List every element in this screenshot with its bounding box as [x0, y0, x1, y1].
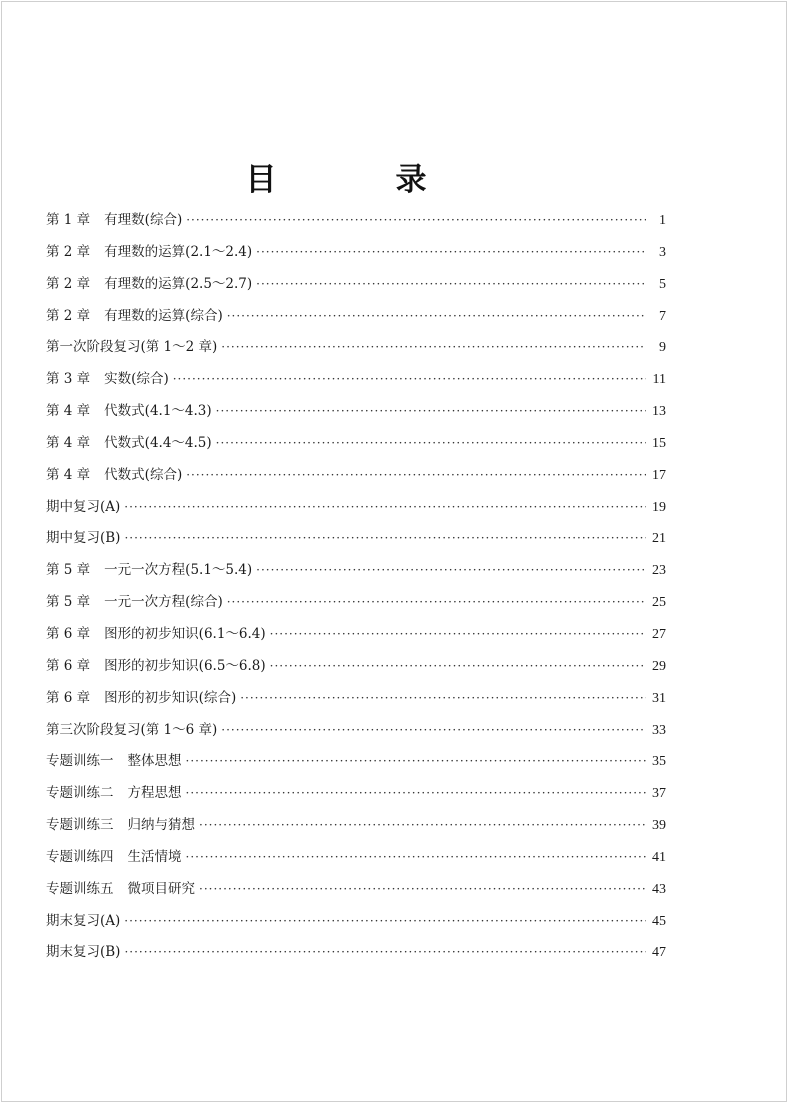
toc-entry-title: 期中复习(B): [46, 530, 121, 547]
toc-entry-label: [46, 686, 236, 706]
toc-entry-label: [46, 431, 212, 451]
toc-entry-title: 代数式(综合): [104, 466, 183, 483]
toc-dot-leader: [173, 372, 646, 386]
toc-dot-leader: [124, 531, 646, 545]
toc-entry-page-number: 7: [659, 308, 666, 324]
toc-entry-title: 归纳与猜想: [127, 817, 195, 834]
toc-entry-title: 有理数的运算(2.1～2.4): [104, 243, 253, 260]
toc-entry-chapter: 第 5 章: [46, 594, 91, 611]
toc-entry-page-number: 19: [652, 499, 666, 515]
toc-entry-title: 有理数的运算(2.5～2.7): [104, 275, 253, 292]
toc-entry-chapter: 专题训练一: [46, 753, 114, 770]
toc-entry-page-number: 13: [652, 404, 666, 420]
toc-entry[interactable]: [46, 749, 666, 781]
toc-entry[interactable]: [46, 845, 666, 877]
toc-entry-page-number: 21: [652, 531, 666, 547]
toc-entry-label: [46, 526, 120, 546]
toc-dot-leader: [186, 850, 647, 864]
toc-entry[interactable]: [46, 495, 666, 527]
toc-entry-label: [46, 272, 252, 292]
toc-dot-leader: [270, 659, 646, 673]
toc-dot-leader: [186, 754, 647, 768]
toc-entry-page-number: 47: [652, 945, 666, 961]
toc-entry-page-number: 37: [652, 786, 666, 802]
toc-entry-page-number: 41: [652, 849, 666, 865]
table-of-contents: [46, 208, 666, 972]
toc-entry-label: [46, 909, 120, 929]
toc-dot-leader: [256, 563, 646, 577]
toc-entry-title: 图形的初步知识(6.1～6.4): [104, 625, 266, 642]
toc-dot-leader: [216, 404, 646, 418]
toc-entry-label: [46, 399, 212, 419]
toc-entry-chapter: 第 6 章: [46, 625, 91, 642]
toc-entry-page-number: 35: [652, 754, 666, 770]
toc-entry-title: 图形的初步知识(6.5～6.8): [104, 657, 266, 674]
page-title: 目 录: [245, 161, 471, 198]
toc-entry[interactable]: [46, 654, 666, 686]
toc-entry-title: 代数式(4.1～4.3): [104, 403, 212, 420]
toc-entry-chapter: 第 2 章: [46, 243, 91, 260]
toc-entry-chapter: 第 2 章: [46, 275, 91, 292]
toc-entry-label: [46, 940, 120, 960]
toc-entry-title: 有理数的运算(综合): [104, 307, 223, 324]
toc-dot-leader: [270, 627, 646, 641]
toc-entry-label: [46, 463, 182, 483]
toc-entry-title: 有理数(综合): [104, 212, 183, 228]
toc-entry[interactable]: [46, 335, 666, 367]
toc-dot-leader: [256, 245, 646, 259]
toc-entry[interactable]: [46, 208, 666, 240]
toc-entry-chapter: 第 6 章: [46, 689, 91, 706]
toc-entry-title: 实数(综合): [104, 371, 169, 388]
toc-entry-chapter: 第 2 章: [46, 307, 91, 324]
toc-entry[interactable]: [46, 399, 666, 431]
toc-entry[interactable]: [46, 718, 666, 750]
toc-dot-leader: [186, 786, 647, 800]
toc-entry[interactable]: [46, 431, 666, 463]
toc-entry-chapter: 专题训练五: [46, 880, 114, 897]
toc-entry-chapter: 专题训练二: [46, 785, 114, 802]
toc-entry-page-number: 9: [659, 340, 666, 356]
toc-entry-title: 期中复习(A): [46, 498, 121, 515]
toc-entry-label: [46, 304, 223, 324]
toc-entry-page-number: 23: [652, 563, 666, 579]
toc-entry[interactable]: [46, 558, 666, 590]
toc-entry-label: [46, 240, 252, 260]
toc-dot-leader: [240, 691, 646, 705]
toc-entry-title: 一元一次方程(5.1～5.4): [104, 562, 253, 579]
toc-entry-label: [46, 622, 266, 642]
toc-dot-leader: [124, 500, 646, 514]
toc-entry-page-number: 45: [652, 913, 666, 929]
toc-entry-label: [46, 495, 120, 515]
toc-entry-page-number: 11: [652, 372, 666, 388]
toc-entry-chapter: 第 1 章: [46, 212, 91, 228]
toc-entry-title: 一元一次方程(综合): [104, 594, 223, 611]
toc-entry-title: 第一次阶段复习(第 1～2 章): [46, 339, 218, 356]
toc-entry[interactable]: [46, 272, 666, 304]
toc-entry-label: [46, 845, 182, 865]
toc-entry[interactable]: [46, 877, 666, 909]
toc-entry-label: [46, 558, 252, 578]
toc-entry-label: [46, 654, 266, 674]
toc-entry-title: 微项目研究: [127, 880, 195, 897]
toc-entry-chapter: 第 5 章: [46, 562, 91, 579]
toc-dot-leader: [256, 277, 646, 291]
toc-entry-page-number: 25: [652, 595, 666, 611]
toc-entry-page-number: 17: [652, 467, 666, 483]
toc-dot-leader: [186, 468, 646, 482]
toc-entry-label: [46, 590, 223, 610]
toc-entry-page-number: 43: [652, 881, 666, 897]
toc-entry[interactable]: [46, 367, 666, 399]
toc-entry-title: 期末复习(B): [46, 944, 121, 961]
toc-entry[interactable]: [46, 686, 666, 718]
toc-dot-leader: [221, 340, 646, 354]
toc-entry-label: [46, 877, 195, 897]
toc-entry-page-number: 31: [652, 690, 666, 706]
toc-entry[interactable]: [46, 240, 666, 272]
toc-entry-chapter: 专题训练四: [46, 848, 114, 865]
toc-dot-leader: [124, 945, 646, 959]
toc-entry-label: [46, 813, 195, 833]
toc-entry[interactable]: [46, 781, 666, 813]
toc-entry[interactable]: [46, 590, 666, 622]
toc-dot-leader: [216, 436, 646, 450]
toc-dot-leader: [186, 213, 646, 227]
toc-entry-title: 第三次阶段复习(第 1～6 章): [46, 721, 218, 738]
toc-entry-label: [46, 718, 217, 738]
toc-entry[interactable]: [46, 909, 666, 941]
toc-dot-leader: [227, 595, 646, 609]
toc-dot-leader: [221, 723, 646, 737]
toc-dot-leader: [124, 914, 646, 928]
toc-entry-label: [46, 335, 217, 355]
toc-entry[interactable]: [46, 622, 666, 654]
toc-entry-page-number: 15: [652, 435, 666, 451]
toc-entry-chapter: 第 4 章: [46, 466, 91, 483]
toc-entry-chapter: 第 4 章: [46, 434, 91, 451]
toc-entry-page-number: 39: [652, 818, 666, 834]
toc-entry-label: [46, 208, 182, 228]
toc-entry-page-number: 27: [652, 626, 666, 642]
toc-entry[interactable]: [46, 526, 666, 558]
toc-entry[interactable]: [46, 463, 666, 495]
toc-entry[interactable]: [46, 940, 666, 972]
toc-entry-page-number: 5: [659, 276, 666, 292]
toc-entry-chapter: 专题训练三: [46, 817, 114, 834]
toc-entry[interactable]: [46, 813, 666, 845]
toc-dot-leader: [227, 309, 646, 323]
toc-entry-chapter: 第 6 章: [46, 657, 91, 674]
toc-entry-label: [46, 367, 169, 387]
toc-entry-title: 整体思想: [127, 753, 182, 770]
toc-entry-title: 期末复习(A): [46, 912, 121, 929]
toc-entry-title: 代数式(4.4～4.5): [104, 434, 212, 451]
toc-entry-page-number: 1: [659, 213, 666, 228]
toc-entry-page-number: 29: [652, 658, 666, 674]
toc-entry-title: 生活情境: [127, 848, 182, 865]
toc-entry-title: 方程思想: [127, 785, 182, 802]
toc-entry-title: 图形的初步知识(综合): [104, 689, 237, 706]
toc-entry-page-number: 3: [659, 244, 666, 260]
toc-dot-leader: [199, 882, 646, 896]
toc-entry-label: [46, 781, 182, 801]
toc-entry-page-number: 33: [652, 722, 666, 738]
toc-entry[interactable]: [46, 304, 666, 336]
toc-entry-chapter: 第 4 章: [46, 403, 91, 420]
toc-entry-chapter: 第 3 章: [46, 371, 91, 388]
toc-dot-leader: [199, 818, 646, 832]
toc-entry-label: [46, 749, 182, 769]
